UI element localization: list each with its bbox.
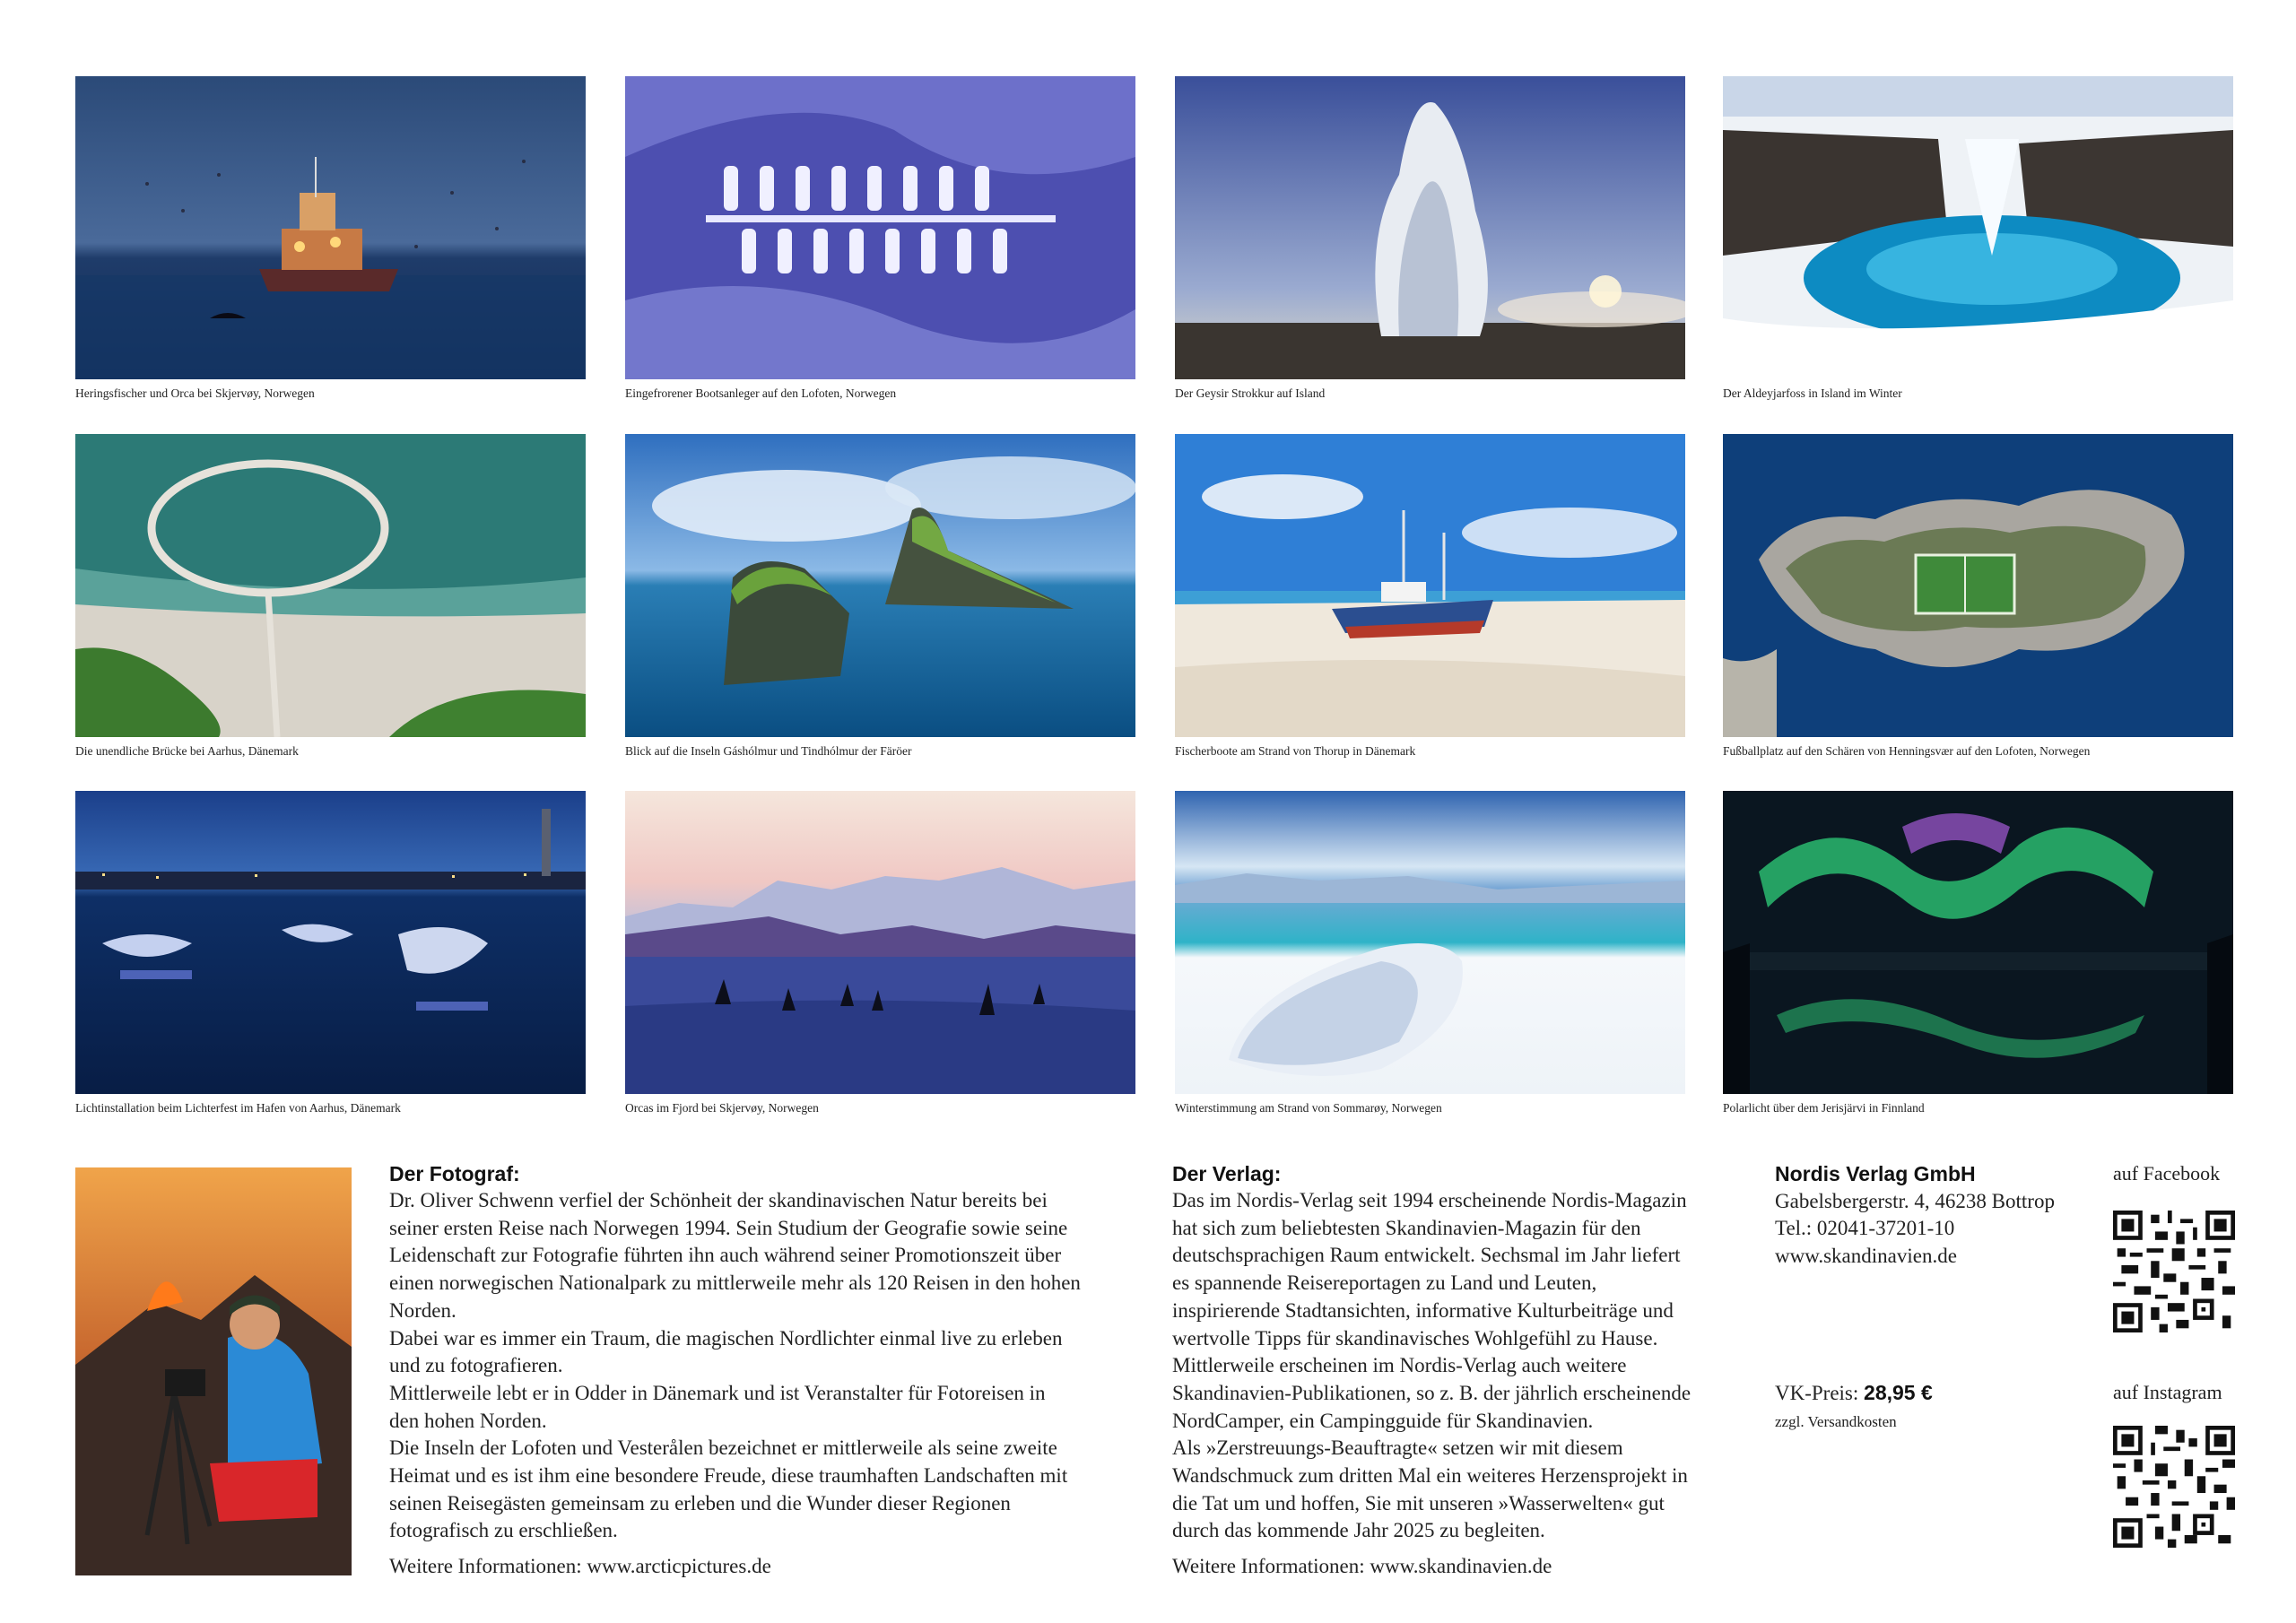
publisher-text-line: die Tat um und hoffen, Sie mit unseren »Wasserwelten« gut [1172, 1491, 1665, 1515]
photographer-text-line: Mittlerweile lebt er in Odder in Dänemark und ist Veranstalter für Fotoreisen in [389, 1381, 1046, 1404]
facebook-label: auf Facebook [2113, 1162, 2221, 1185]
photographer-text-line: Heimat und es ist ihm eine besondere Freude, diese traumhaften Landschaften mit [389, 1464, 1068, 1488]
company-name: Nordis Verlag GmbH [1775, 1162, 1976, 1185]
photo-geysir-strokkur [1175, 76, 1685, 379]
photo-card-aurora [1723, 791, 2233, 1115]
photo-card-orcas [625, 791, 1135, 1115]
photo-card-henningsvaer [1723, 434, 2233, 759]
photographer-website-link[interactable]: Weitere Informationen: www.arcticpictures.de [389, 1555, 771, 1577]
company-phone: Tel.: 02041-37201-10 [1775, 1217, 1955, 1240]
publisher-text-line: Wandschmuck zum dritten Mal ein weiteres Herzensprojekt in [1172, 1464, 1688, 1488]
price-label: VK-Preis: [1775, 1382, 1859, 1404]
photo-caption: Der Geysir Strokkur auf Island [1175, 386, 1326, 400]
photo-caption: Lichtinstallation beim Lichterfest im Hafen von Aarhus, Dänemark [75, 1101, 401, 1115]
publisher-text-line: NordCamper, ein Campingguide für Skandinavien. [1172, 1409, 1594, 1432]
photo-faroe-islands [625, 434, 1135, 737]
photo-thorup-boats [1175, 434, 1685, 737]
company-website[interactable]: www.skandinavien.de [1775, 1245, 1957, 1268]
photographer-text-line: und zu fotografieren. [389, 1354, 563, 1377]
photo-caption: Fußballplatz auf den Schären von Henningsvær auf den Lofoten, Norwegen [1723, 744, 2091, 758]
photographer-text-line: Leidenschaft zur Fotografie führten ihn auch während seiner Promotionszeit über [389, 1244, 1062, 1267]
photo-caption: Eingefrorener Bootsanleger auf den Lofoten, Norwegen [625, 386, 897, 400]
photo-card-aarhus-lights [75, 791, 586, 1115]
photo-aldeyjarfoss [1723, 76, 2233, 379]
photographer-text-line: seiner ersten Reise nach Norwegen 1994. Sein Studium der Geografie sowie seine [389, 1216, 1068, 1239]
publisher-text-line: Skandinavien-Publikationen, so z. B. der jährlich erscheinende [1172, 1381, 1692, 1404]
publisher-text-line: deutschsprachigen Raum entwickelt. Sechsmal im Jahr liefert [1172, 1244, 1681, 1267]
publisher-text-line: durch das kommende Jahr 2025 zu begleiten. [1172, 1519, 1545, 1542]
publisher-text-line: Als »Zerstreuungs-Beauftragte« setzen wir mit diesem [1172, 1436, 1623, 1460]
photo-caption: Fischerboote am Strand von Thorup in Dänemark [1175, 744, 1416, 758]
photographer-portrait [75, 1167, 352, 1575]
photographer-text-line: Dr. Oliver Schwenn verfiel der Schönheit der skandinavischen Natur bereits bei [389, 1189, 1048, 1211]
photo-card-infinite-bridge [75, 434, 586, 759]
photo-grid [75, 76, 2233, 1121]
photo-caption: Winterstimmung am Strand von Sommarøy, Norwegen [1175, 1101, 1442, 1115]
shipping-note: zzgl. Versandkosten [1775, 1413, 1897, 1430]
photographer-text-line: Norden. [389, 1298, 457, 1322]
photo-caption: Blick auf die Inseln Gáshólmur und Tindhólmur der Färöer [625, 744, 912, 758]
company-address: Gabelsbergerstr. 4, 46238 Bottrop [1775, 1189, 2055, 1212]
photo-caption: Der Aldeyjarfoss in Island im Winter [1723, 386, 1902, 400]
photographer-text-line: seinen Reisegästen gemeinsam zu erleben und die Wunder dieser Regionen [389, 1491, 1011, 1515]
photo-card-fishing-boat [75, 76, 586, 401]
photo-fishing-boat-orca [75, 76, 586, 379]
publisher-text-line: es spannende Reisereportagen zu Land und Leuten, [1172, 1271, 1597, 1295]
photo-card-frozen-pier [625, 76, 1135, 401]
photo-aurora-jerisjarvi [1723, 791, 2233, 1094]
photo-caption: Heringsfischer und Orca bei Skjervøy, Norwegen [75, 386, 315, 400]
photo-caption: Orcas im Fjord bei Skjervøy, Norwegen [625, 1101, 819, 1115]
photo-card-faroe [625, 434, 1135, 759]
company-contact [1775, 1160, 2055, 1271]
photo-card-geysir [1175, 76, 1685, 401]
publisher-text-line: Das im Nordis-Verlag seit 1994 erscheinende Nordis-Magazin [1172, 1189, 1687, 1211]
photographer-text-line: einen norwegischen Nationalpark zu mittlerweile mehr als 120 Reisen in den hohen [389, 1271, 1081, 1295]
photographer-text-line: Dabei war es immer ein Traum, die magischen Nordlichter einmal live zu erleben [389, 1326, 1063, 1350]
price-value: 28,95 € [1864, 1381, 1933, 1404]
publisher-section [1172, 1160, 1764, 1545]
publisher-text-line: wertvolle Tipps für skandinavisches Wohlgefühl zu Hause. [1172, 1326, 1658, 1350]
photo-orcas-fjord [625, 791, 1135, 1094]
publisher-text-line: Mittlerweile erscheinen im Nordis-Verlag auch weitere [1172, 1354, 1627, 1377]
photo-caption: Die unendliche Brücke bei Aarhus, Dänemark [75, 744, 299, 758]
instagram-qr-code[interactable] [2113, 1426, 2235, 1548]
facebook-qr-code[interactable] [2113, 1211, 2235, 1332]
price-line [1775, 1381, 1933, 1405]
instagram-label: auf Instagram [2113, 1381, 2222, 1403]
publisher-text-line: inspirierende Stadtansichten, informative Kulturbeiträge und [1172, 1298, 1674, 1322]
photographer-text-line: Die Inseln der Lofoten und Vesterålen bezeichnet er mittlerweile als seine zweite [389, 1436, 1057, 1460]
publisher-text-line: hat sich zum beliebtesten Skandinavien-Magazin für den [1172, 1216, 1641, 1239]
photo-frozen-pier [625, 76, 1135, 379]
photo-aarhus-light-festival [75, 791, 586, 1094]
publisher-heading: Der Verlag: [1172, 1162, 1282, 1185]
photographer-text-line: den hohen Norden. [389, 1409, 547, 1432]
photo-caption: Polarlicht über dem Jerisjärvi in Finnland [1723, 1101, 1925, 1115]
photo-infinite-bridge [75, 434, 586, 737]
photo-card-sommaroy [1175, 791, 1685, 1115]
photographer-heading: Der Fotograf: [389, 1162, 520, 1185]
publisher-website-link[interactable]: Weitere Informationen: www.skandinavien.de [1172, 1555, 1552, 1577]
photo-card-aldeyjarfoss [1723, 76, 2233, 401]
photographer-text-line: fotografisch zu erschließen. [389, 1519, 618, 1542]
photo-henningsvaer-football [1723, 434, 2233, 737]
photo-sommaroy-winter [1175, 791, 1685, 1094]
photo-card-thorup-boats [1175, 434, 1685, 759]
photographer-section [389, 1160, 1152, 1545]
